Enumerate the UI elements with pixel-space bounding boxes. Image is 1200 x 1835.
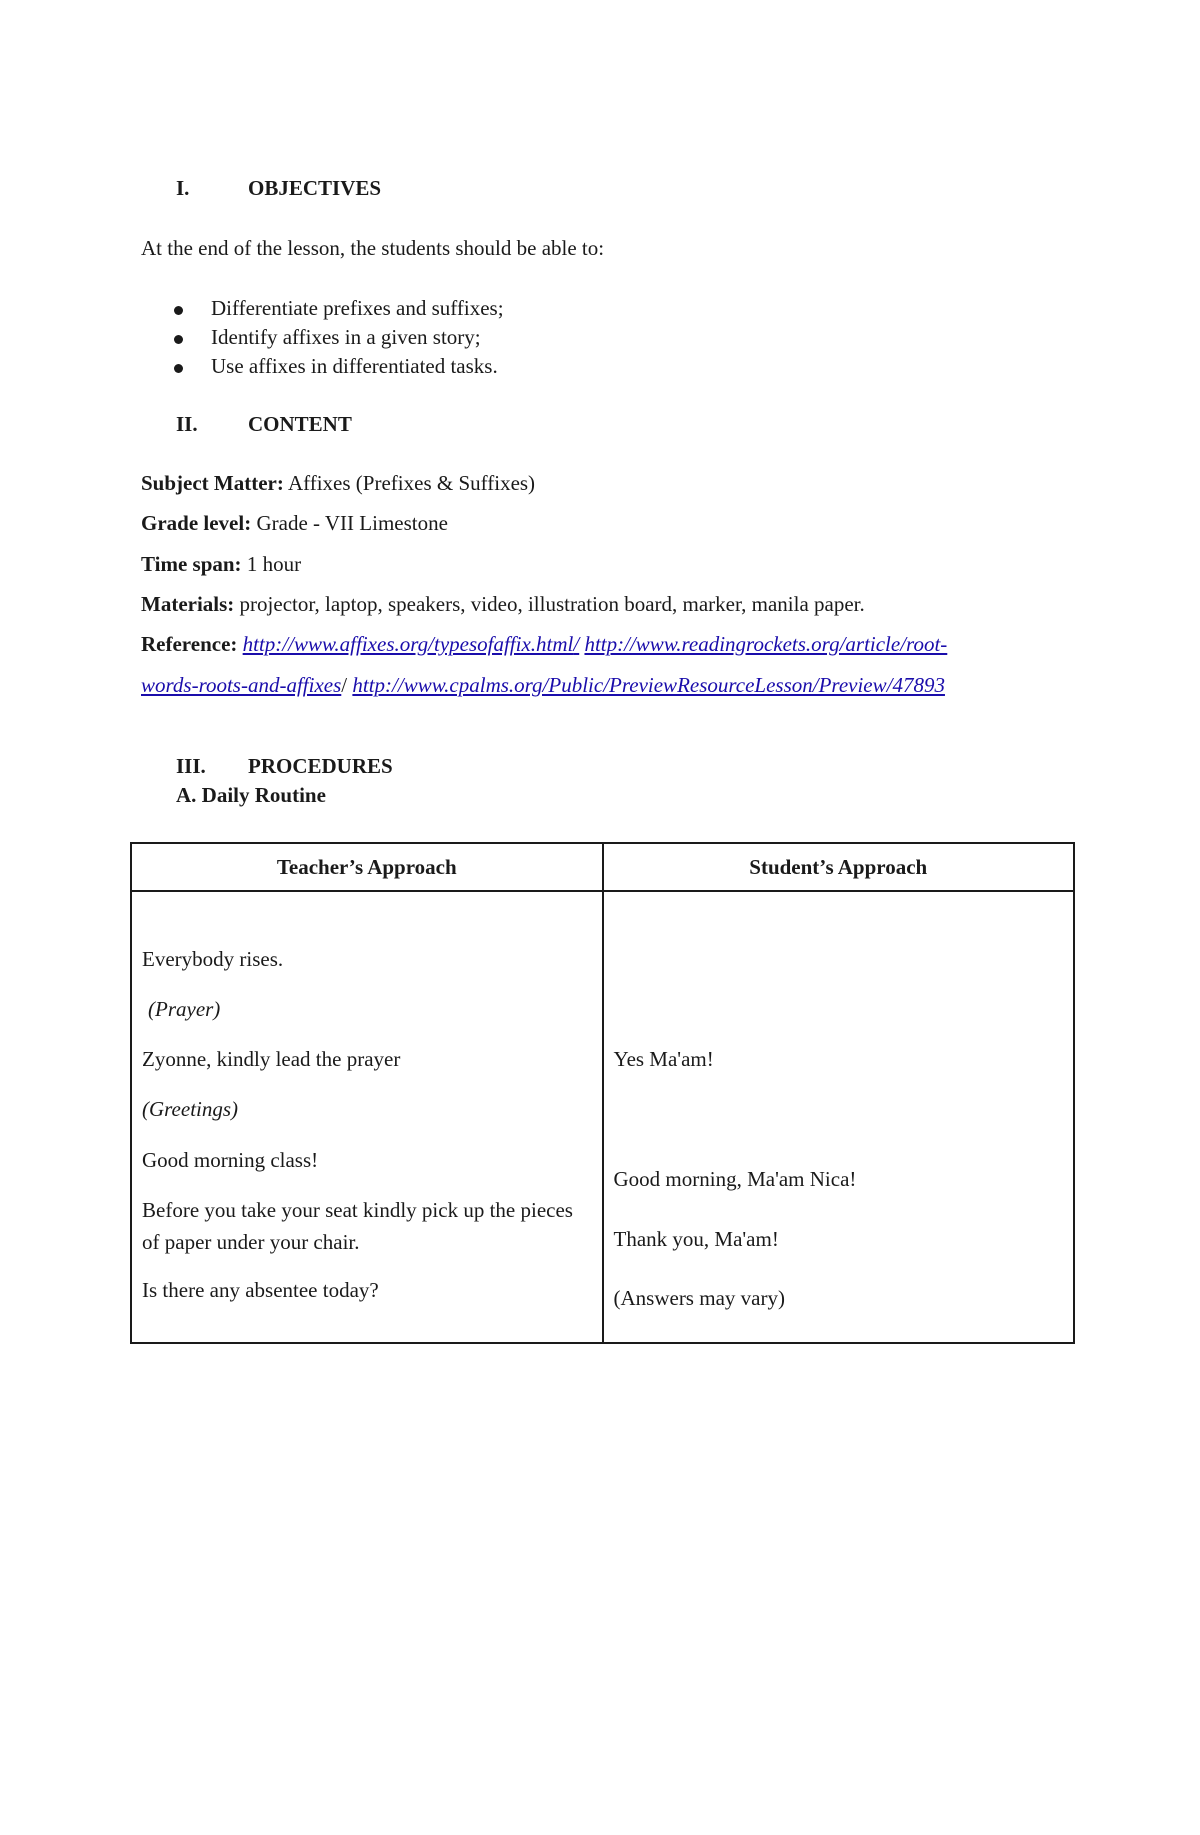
materials-value: projector, laptop, speakers, video, illustration board, marker, manila paper. [239,592,865,616]
objectives-numeral: I. [176,176,190,200]
daily-routine-heading: A. Daily Routine [176,783,326,807]
reference-separator: / [573,632,580,656]
table-header-row [131,843,1074,891]
teacher-note: (Prayer) [148,997,221,1021]
procedures-numeral: III. [176,754,206,778]
time-span-line [141,552,301,577]
teacher-approach-cell [131,891,603,1343]
materials-label: Materials: [141,592,235,616]
reference-line-1 [141,632,947,657]
reference-separator: / [341,673,348,697]
reference-link-readingrockets-cont[interactable]: words-roots-and-affixes [141,673,342,697]
procedures-heading: PROCEDURES [248,754,393,778]
materials-line [141,592,865,617]
subject-matter-line [141,471,535,496]
bullet-icon [174,364,183,373]
routine-table [130,842,1075,1344]
teacher-line: Before you take your seat kindly pick up the pieces of paper under your chair. [142,1198,573,1254]
student-line: Thank you, Ma'am! [613,1227,779,1251]
objective-item: Identify affixes in a given story; [211,325,481,349]
objective-item: Differentiate prefixes and suffixes; [211,296,504,320]
objective-item: Use affixes in differentiated tasks. [211,354,498,378]
subject-matter-label: Subject Matter: [141,471,284,495]
teacher-line: Everybody rises. [142,947,284,971]
grade-level-value: Grade - VII Limestone [256,511,448,535]
time-span-value: 1 hour [246,552,302,576]
subject-matter-value: Affixes (Prefixes & Suffixes) [287,471,536,495]
reference-link-cpalms[interactable]: http://www.cpalms.org/Public/PreviewResourceLesson/Preview/47893 [352,673,945,697]
student-approach-cell [603,891,1075,1343]
objectives-intro: At the end of the lesson, the students should be able to: [141,236,605,260]
grade-level-line [141,511,448,536]
content-heading: CONTENT [248,412,352,436]
teacher-line: Zyonne, kindly lead the prayer [142,1047,401,1071]
reference-link-readingrockets[interactable]: http://www.readingrockets.org/article/root- [584,632,948,656]
table-row [131,891,1074,1343]
teacher-note: (Greetings) [142,1097,239,1121]
bullet-icon [174,335,183,344]
teacher-approach-header: Teacher’s Approach [131,843,603,891]
reference-label: Reference: [141,632,238,656]
grade-level-label: Grade level: [141,511,252,535]
reference-line-2 [141,673,945,698]
reference-link-affixes[interactable]: http://www.affixes.org/typesofaffix.html [242,632,574,656]
student-line: Good morning, Ma'am Nica! [613,1167,857,1191]
student-line: Yes Ma'am! [613,1047,714,1071]
teacher-line: Good morning class! [142,1148,319,1172]
bullet-icon [174,306,183,315]
student-line: (Answers may vary) [613,1286,785,1310]
objectives-heading: OBJECTIVES [248,176,382,200]
teacher-line: Is there any absentee today? [142,1278,379,1302]
student-approach-header: Student’s Approach [603,843,1075,891]
content-numeral: II. [176,412,198,436]
time-span-label: Time span: [141,552,242,576]
